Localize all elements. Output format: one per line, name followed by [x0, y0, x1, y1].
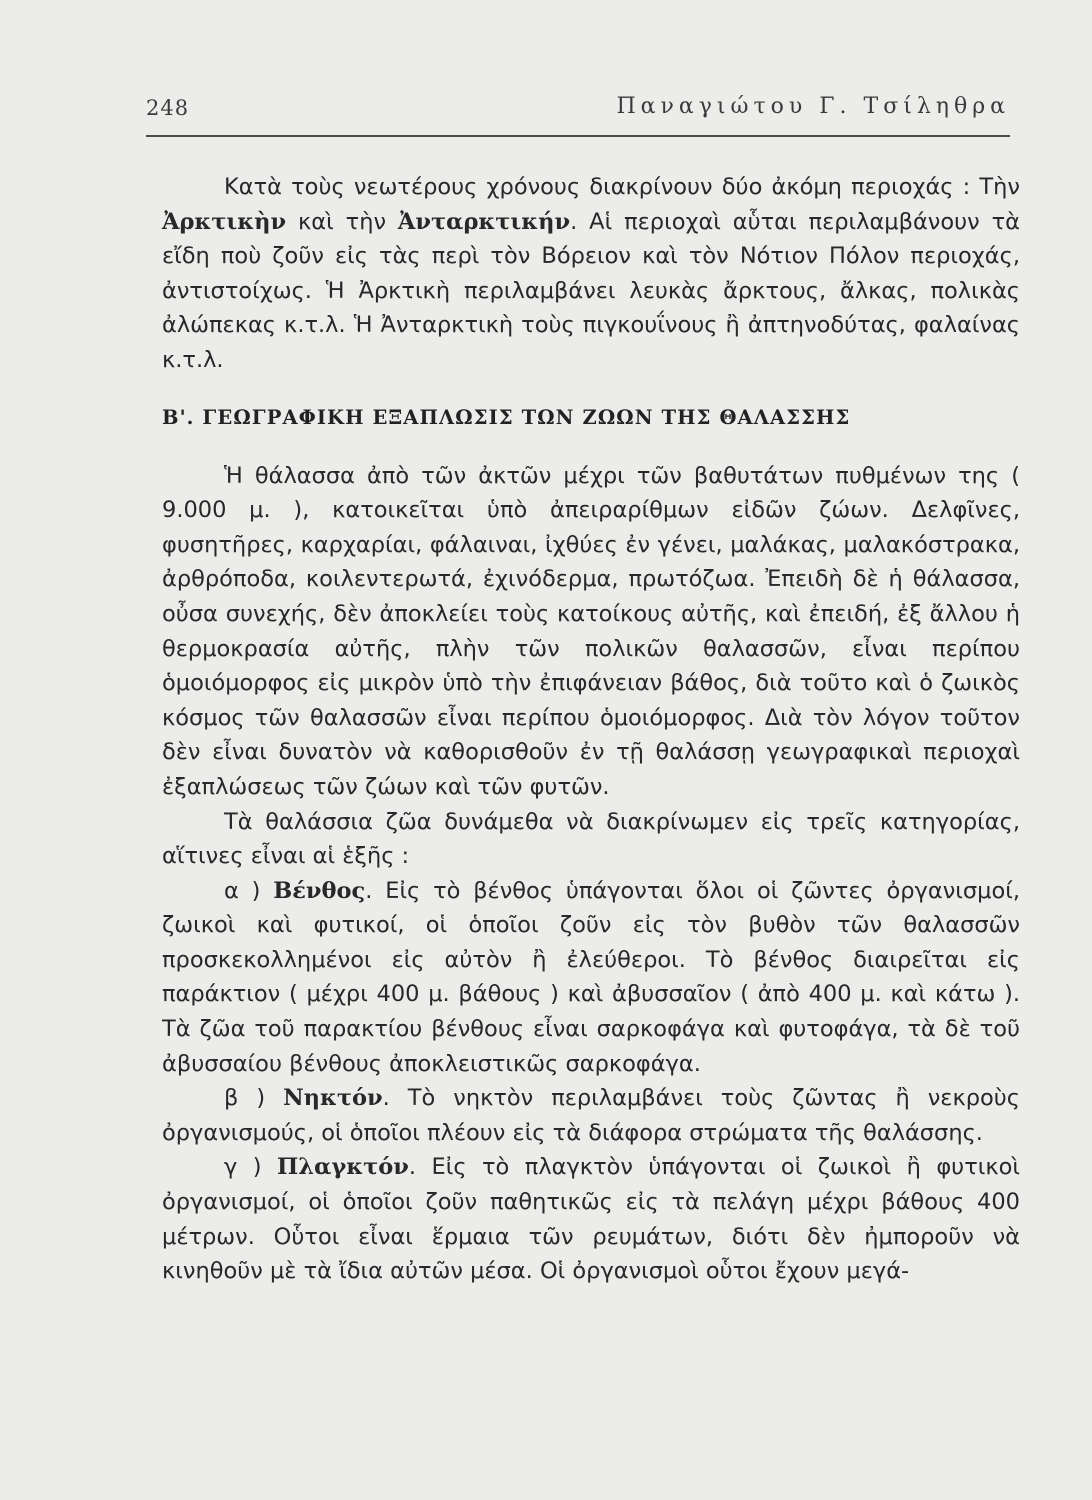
item-a-text: . Εἰς τὸ βένθος ὑπάγονται ὅλοι οἱ ζῶντες ὀργανισμοί, ζωικοὶ καὶ φυτικοί, οἱ ὁποῖοι ζοῦν εἰς τὸν βυθὸν τῶν θαλασσῶν προσκεκολλημένοι εἰς αὐτὸν ἢ ἐλεύθεροι. Τὸ βένθος διαιρεῖται εἰς παράκτιον ( μέχρι 400 μ. βάθους ) καὶ ἀβυσσαῖον ( ἀπὸ 400 μ. καὶ κάτω ). Τὰ ζῶα τοῦ παρακτίου βένθους εἶναι σαρκοφάγα καὶ φυτοφάγα, τὰ δὲ τοῦ ἀβυσσαίου βένθους ἀποκλειστικῶς σαρκοφάγα.	[162, 877, 1020, 1077]
running-head	[146, 92, 1010, 126]
item-c-text: . Εἰς τὸ πλαγκτὸν ὑπάγονται οἱ ζωικοὶ ἢ φυτικοὶ ὀργανισμοί, οἱ ὁποῖοι ζοῦν παθητικῶς εἰς τὰ πελάγη μέχρι βάθους 400 μέτρων. Οὗτοι εἶναι ἕρμαια τῶν ρευμάτων, διότι δὲν ἠμποροῦν νὰ κινηθοῦν μὲ τὰ ἴδια αὐτῶν μέσα. Οἱ ὀργανισμοὶ οὗτοι ἔχουν μεγά-	[162, 1154, 1020, 1285]
paragraph-categories: Τὰ θαλάσσια ζῶα δυνάμεθα νὰ διακρίνωμεν εἰς τρεῖς κατηγορίας, αἵτινες εἶναι αἱ ἑξῆς :	[162, 808, 1020, 870]
term-plankton: Πλαγκτόν	[277, 1154, 409, 1181]
term-arctic: Ἀρκτικὴν	[162, 208, 287, 235]
intro-text-1: Κατὰ τοὺς νεωτέρους χρόνους διακρίνουν δύο ἀκόμη περιοχάς : Τὴν	[224, 174, 1020, 200]
section-heading: Β'. ΓΕΩΓΡΑΦΙΚΗ ΕΞΑΠΛΩΣΙΣ ΤΩΝ ΖΩΩΝ ΤΗΣ ΘΑΛΑΣΣΗΣ	[162, 405, 851, 429]
term-antarctic: Ἀνταρκτικήν	[397, 208, 571, 235]
intro-text-2: καὶ τὴν	[286, 208, 398, 235]
item-b-marker: β )	[224, 1085, 284, 1112]
item-a-marker: α )	[224, 877, 274, 904]
intro-paragraph	[162, 170, 1020, 378]
page-number: 248	[146, 96, 190, 120]
main-text	[162, 170, 1020, 1289]
author-name: Παναγιώτου Γ. Τσίληθρα	[616, 94, 1010, 119]
header-rule	[146, 135, 1010, 137]
paragraph-sea-distribution: Ἡ θάλασσα ἀπὸ τῶν ἀκτῶν μέχρι τῶν βαθυτάτων πυθμένων της ( 9.000 μ. ), κατοικεῖται ὑπὸ ἀπειραρίθμων εἰδῶν ζώων. Δελφῖνες, φυσητῆρες, καρχαρίαι, φάλαιναι, ἰχθύες ἐν γένει, μαλάκας, μαλακόστρακα, ἀρθρόποδα, κοιλεντερωτά, ἐχινόδερμα, πρωτόζωα. Ἐπειδὴ δὲ ἡ θάλασσα, οὖσα συνεχής, δὲν ἀποκλείει τοὺς κατοίκους αὐτῆς, καὶ ἐπειδή, ἐξ ἄλλου ἡ θερμοκρασία αὐτῆς, πλὴν τῶν πολικῶν θαλασσῶν, εἶναι περίπου ὁμοιόμορφος εἰς μικρὸν ὑπὸ τὴν ἐπιφάνειαν βάθος, διὰ τοῦτο καὶ ὁ ζωικὸς κόσμος τῶν θαλασσῶν εἶναι περίπου ὁμοιόμορφος. Διὰ τὸν λόγον τοῦτον δὲν εἶναι δυνατὸν νὰ καθορισθοῦν ἐν τῇ θαλάσσῃ γεωγραφικαὶ περιοχαὶ ἐξαπλώσεως τῶν ζώων καὶ τῶν φυτῶν.	[162, 462, 1020, 800]
intro-text-3: . Αἱ περιοχαὶ αὗται περιλαμβάνουν τὰ εἴδη ποὺ ζοῦν εἰς τὰς περὶ τὸν Βόρειον καὶ τὸν Νότιον Πόλον περιοχάς, ἀντιστοίχως. Ἡ Ἀρκτικὴ περιλαμβάνει λευκὰς ἄρκτους, ἄλκας, πολικὰς ἀλώπεκας κ.τ.λ. Ἡ Ἀνταρκτικὴ τοὺς πιγκουΐνους ἢ ἀπτηνοδύτας, φαλαίνας κ.τ.λ.	[162, 208, 1020, 373]
item-plankton	[162, 1150, 1020, 1288]
term-benthos: Βένθος	[273, 877, 366, 904]
term-nekton: Νηκτόν	[283, 1085, 383, 1112]
item-c-marker: γ )	[224, 1154, 278, 1181]
item-nekton	[162, 1081, 1020, 1150]
item-benthos	[162, 874, 1020, 1082]
item-b-text: . Τὸ νηκτὸν περιλαμβάνει τοὺς ζῶντας ἢ νεκροὺς ὀργανισμούς, οἱ ὁποῖοι πλέουν εἰς τὰ διάφορα στρώματα τῆς θαλάσσης.	[162, 1085, 1020, 1146]
